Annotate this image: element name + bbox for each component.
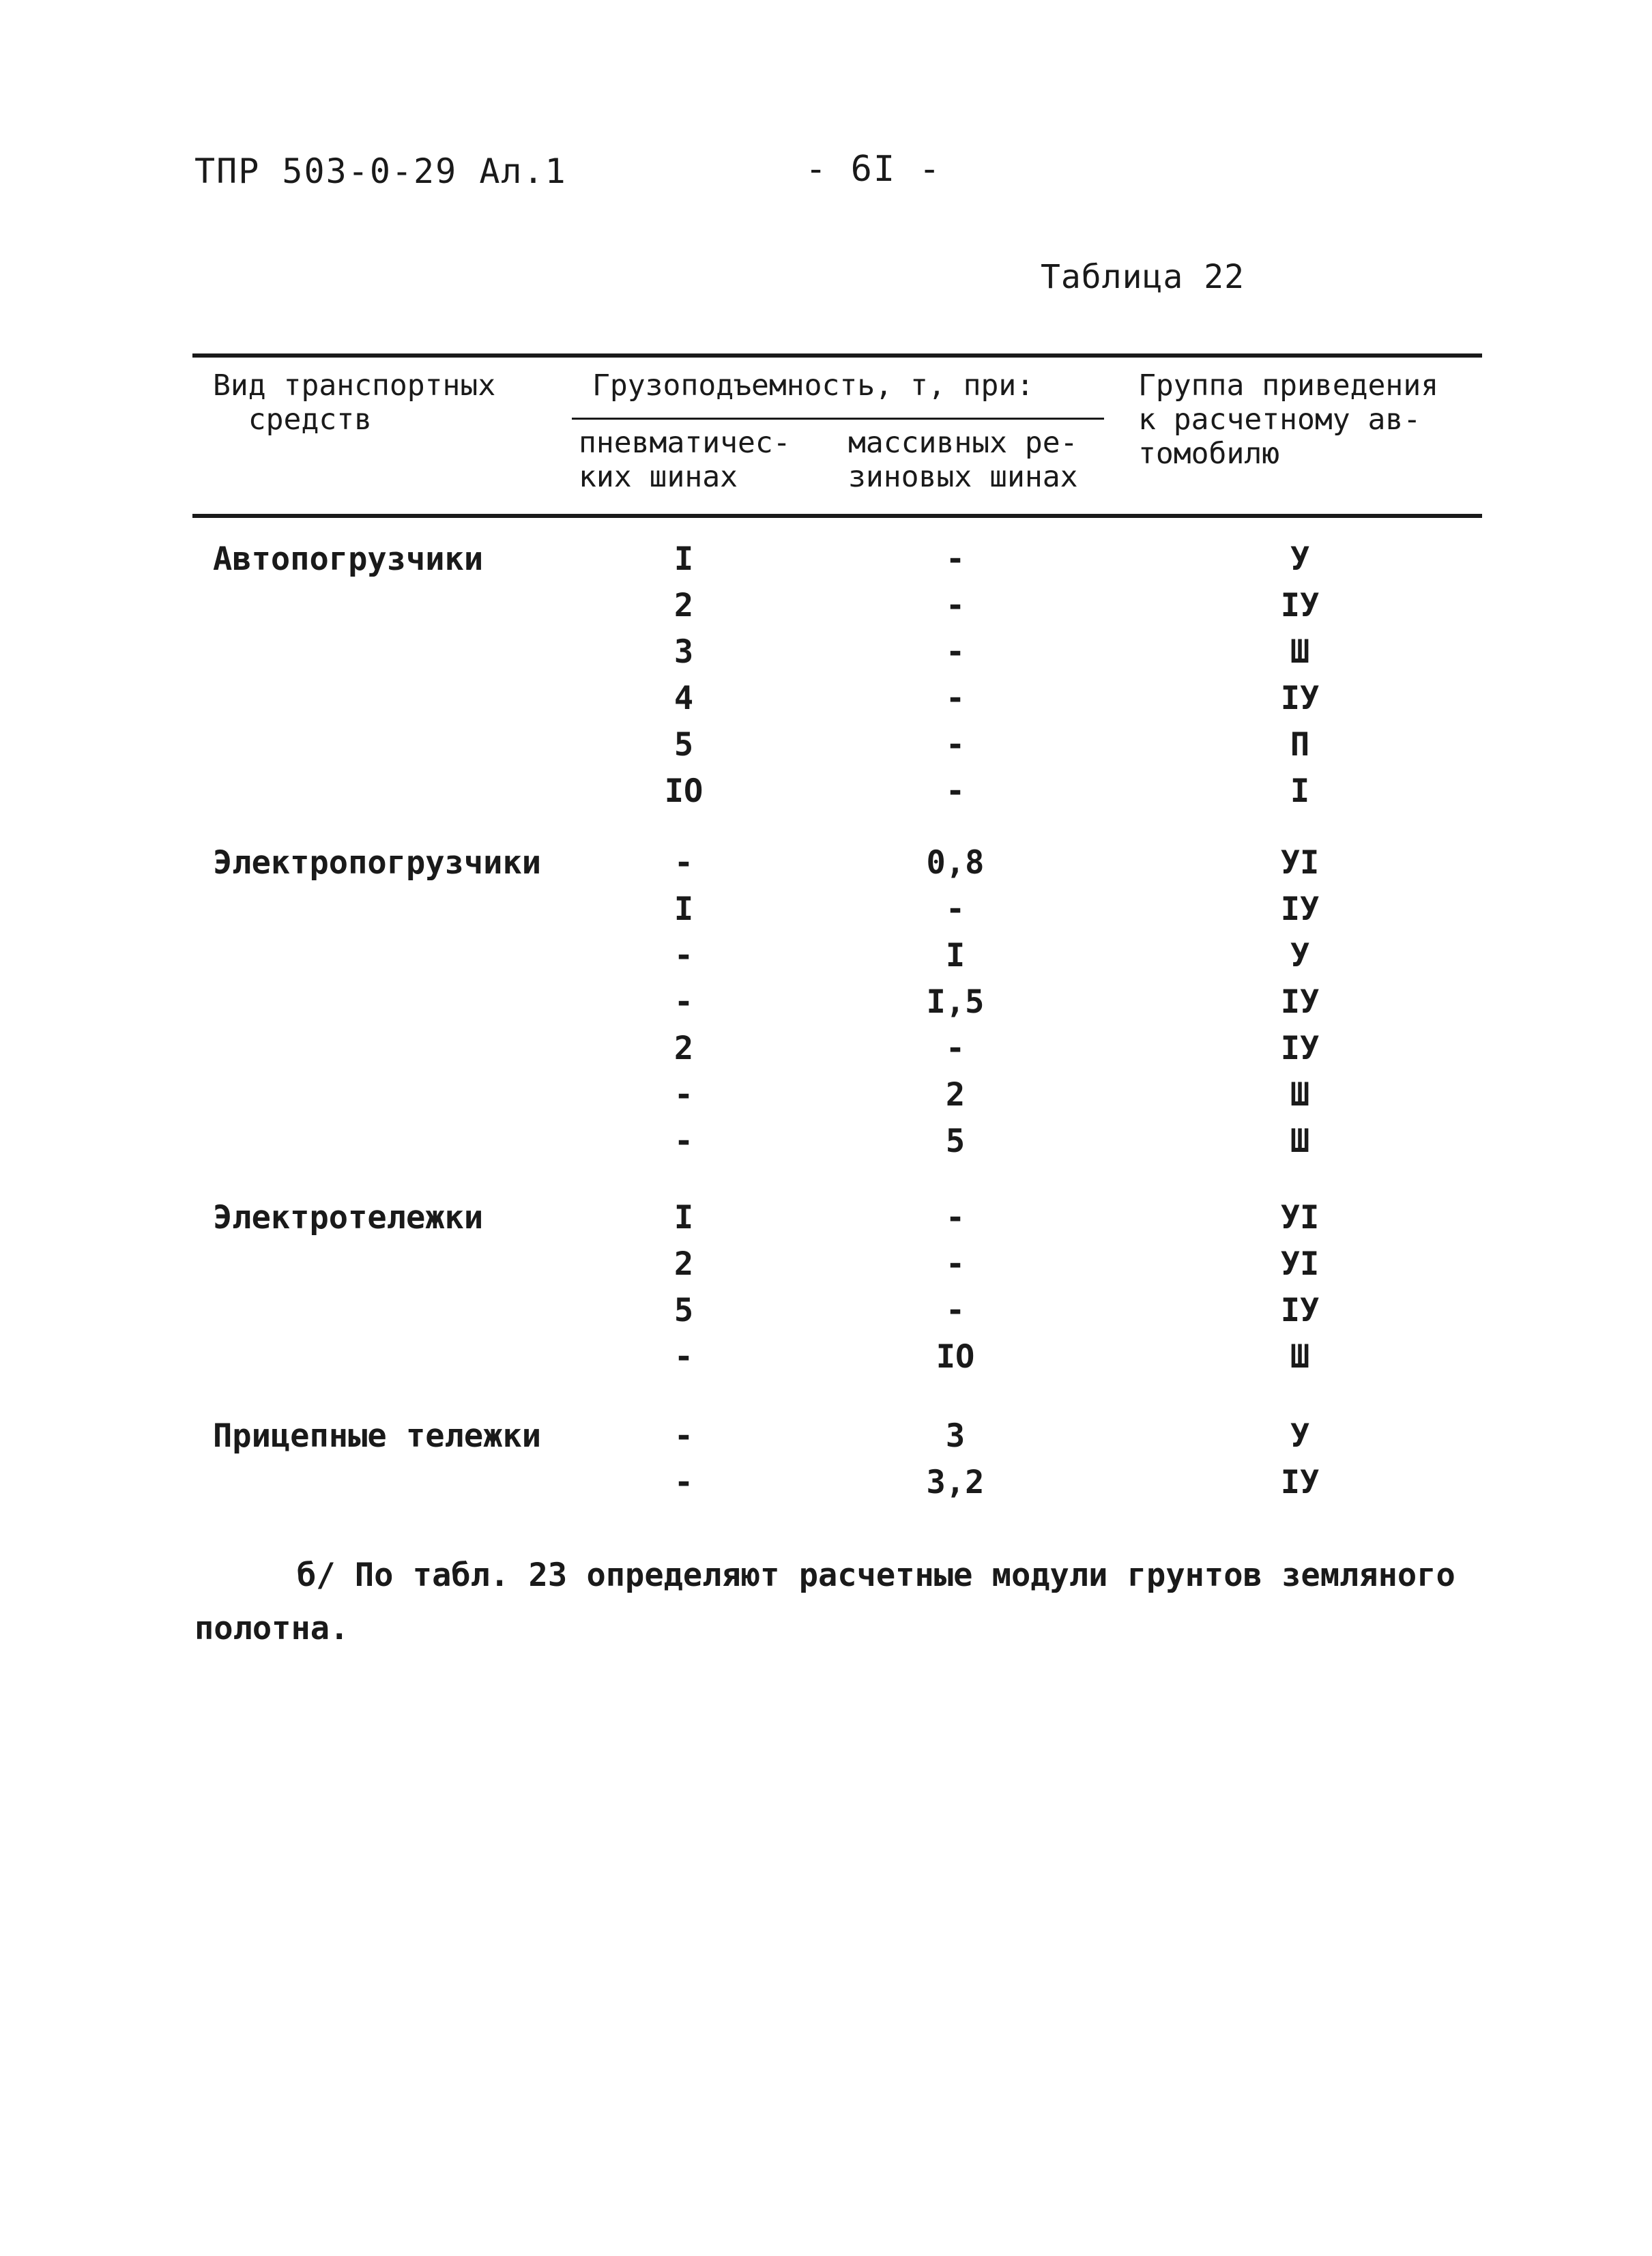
cell-solid: 3,2 xyxy=(926,1464,985,1501)
cell-solid: - xyxy=(945,540,966,578)
cell-group: IУ xyxy=(1280,1030,1320,1067)
cell-solid: - xyxy=(945,772,966,810)
cell-pneumatic: 5 xyxy=(673,726,694,764)
section-name: Прицепные тележки xyxy=(213,1417,542,1455)
cell-pneumatic: 3 xyxy=(673,633,694,671)
cell-pneumatic: I xyxy=(673,891,694,928)
cell-group: IУ xyxy=(1280,680,1320,717)
cell-solid: - xyxy=(945,1245,966,1283)
section-name: Автопогрузчики xyxy=(213,540,484,578)
paragraph-text: б/ По табл. 23 определяют расчетные модули грунтов земляного полотна. xyxy=(194,1557,1455,1647)
cell-group: У xyxy=(1290,937,1310,974)
table-top-rule xyxy=(192,353,1482,358)
cell-solid: - xyxy=(945,1199,966,1237)
body-paragraph xyxy=(194,1549,1477,1655)
cell-solid: - xyxy=(945,680,966,717)
cell-solid: - xyxy=(945,726,966,764)
table-caption: Таблица 22 xyxy=(1041,258,1245,296)
cell-group: У xyxy=(1290,1417,1310,1455)
table-header-bottom-rule xyxy=(192,514,1482,518)
cell-group: IУ xyxy=(1280,1464,1320,1501)
cell-pneumatic: - xyxy=(673,1076,694,1114)
cell-group: Ш xyxy=(1290,1123,1310,1160)
cell-solid: I xyxy=(945,937,966,974)
header-capacity: Грузоподъемность, т, при: xyxy=(592,368,1034,403)
cell-pneumatic: 2 xyxy=(673,1030,694,1067)
cell-pneumatic: - xyxy=(673,1338,694,1376)
cell-solid: IO xyxy=(936,1338,975,1376)
cell-pneumatic: - xyxy=(673,1123,694,1160)
cell-group: IУ xyxy=(1280,587,1320,624)
cell-pneumatic: IO xyxy=(664,772,704,810)
header-vehicle-type: Вид транспортных средств xyxy=(213,368,496,437)
cell-pneumatic: - xyxy=(673,983,694,1021)
cell-pneumatic: 5 xyxy=(673,1292,694,1329)
cell-solid: - xyxy=(945,1292,966,1329)
cell-pneumatic: I xyxy=(673,1199,694,1237)
cell-group: П xyxy=(1290,726,1310,764)
cell-group: УI xyxy=(1280,1199,1320,1237)
cell-pneumatic: 4 xyxy=(673,680,694,717)
cell-solid: - xyxy=(945,891,966,928)
header-reduction-group: Группа приведения к расчетному ав- томобилю xyxy=(1138,368,1439,471)
cell-group: I xyxy=(1290,772,1310,810)
cell-group: У xyxy=(1290,540,1310,578)
header-solid-rubber-tires: массивных ре- зиновых шинах xyxy=(848,426,1078,494)
cell-solid: - xyxy=(945,1030,966,1067)
cell-group: IУ xyxy=(1280,891,1320,928)
cell-pneumatic: 2 xyxy=(673,1245,694,1283)
cell-pneumatic: 2 xyxy=(673,587,694,624)
table-subheader-rule xyxy=(572,418,1104,420)
cell-pneumatic: - xyxy=(673,844,694,882)
cell-group: Ш xyxy=(1290,633,1310,671)
cell-solid: 0,8 xyxy=(926,844,985,882)
cell-solid: 3 xyxy=(945,1417,966,1455)
cell-group: IУ xyxy=(1280,1292,1320,1329)
section-name: Электротележки xyxy=(213,1199,484,1237)
cell-group: УI xyxy=(1280,1245,1320,1283)
document-code: ТПР 503-0-29 Ал.1 xyxy=(194,151,567,191)
cell-solid: 5 xyxy=(945,1123,966,1160)
cell-group: УI xyxy=(1280,844,1320,882)
cell-solid: 2 xyxy=(945,1076,966,1114)
cell-group: IУ xyxy=(1280,983,1320,1021)
cell-pneumatic: I xyxy=(673,540,694,578)
header-pneumatic-tires: пневматичес- ких шинах xyxy=(579,426,791,494)
cell-group: Ш xyxy=(1290,1338,1310,1376)
cell-pneumatic: - xyxy=(673,1464,694,1501)
section-name: Электропогрузчики xyxy=(213,844,542,882)
cell-pneumatic: - xyxy=(673,937,694,974)
cell-solid: - xyxy=(945,633,966,671)
cell-group: Ш xyxy=(1290,1076,1310,1114)
cell-pneumatic: - xyxy=(673,1417,694,1455)
page-number: - 6I - xyxy=(805,149,942,190)
cell-solid: I,5 xyxy=(926,983,985,1021)
cell-solid: - xyxy=(945,587,966,624)
